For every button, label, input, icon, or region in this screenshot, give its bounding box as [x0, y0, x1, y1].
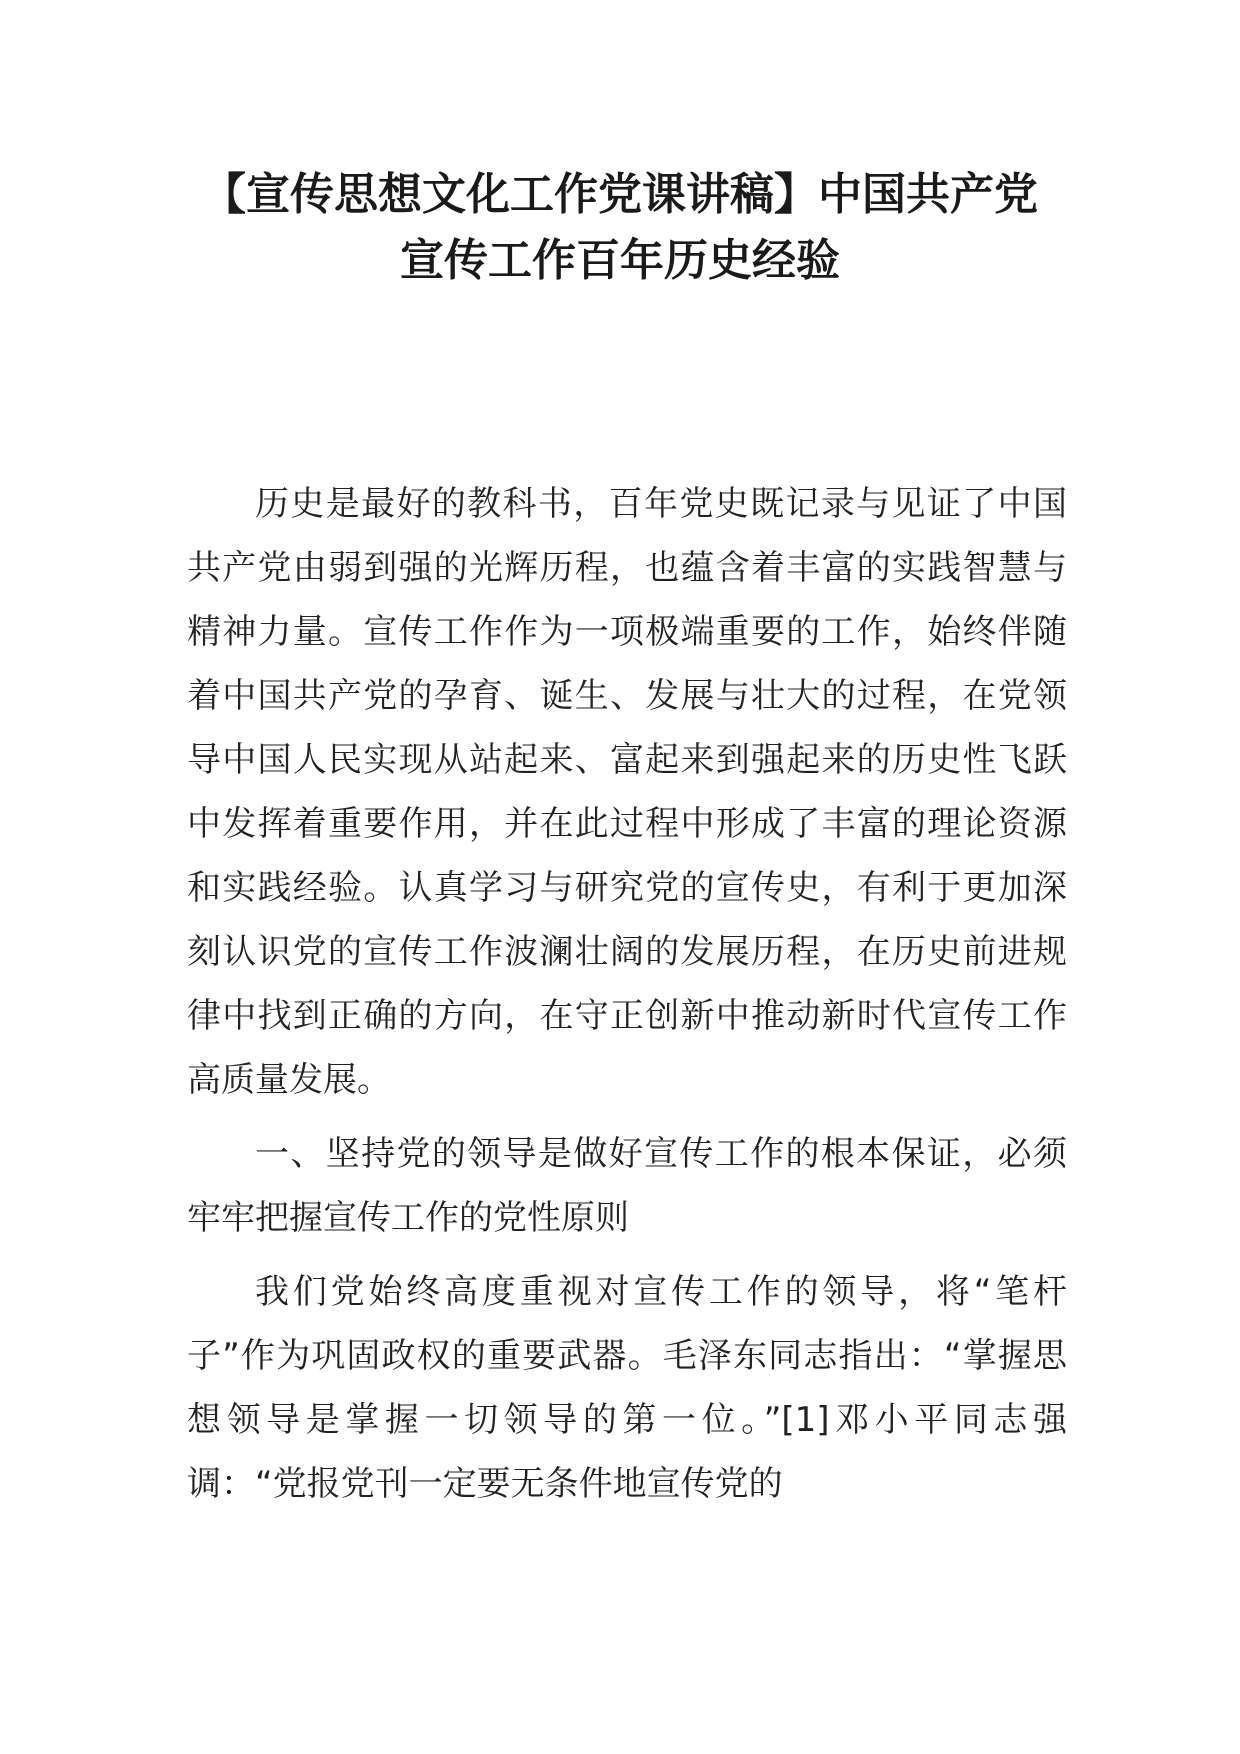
section-heading-1: 一、坚持党的领导是做好宣传工作的根本保证，必须牢牢把握宣传工作的党性原则: [187, 1134, 1067, 1238]
body-paragraph: 我们党始终高度重视对宣传工作的领导，将“笔杆子”作为巩固政权的重要武器。毛泽东同志指出：“掌握思想领导是掌握一切领导的第一位。”[1]邓小平同志强调：“党报党刊一定要无条件地宣传党的: [187, 1272, 1067, 1504]
document-title-line-1: 【宣传思想文化工作党课讲稿】中国共产党: [202, 169, 1038, 220]
document-body: [187, 472, 1067, 1526]
document-title: [150, 162, 1090, 294]
document-title-line-2: 宣传工作百年历史经验: [400, 235, 840, 286]
intro-paragraph: 历史是最好的教科书，百年党史既记录与见证了中国共产党由弱到强的光辉历程，也蕴含着丰富的实践智慧与精神力量。宣传工作作为一项极端重要的工作，始终伴随着中国共产党的孕育、诞生、发展与壮大的过程，在党领导中国人民实现从站起来、富起来到强起来的历史性飞跃中发挥着重要作用，并在此过程中形成了丰富的理论资源和实践经验。认真学习与研究党的宣传史，有利于更加深刻认识党的宣传工作波澜壮阔的发展历程，在历史前进规律中找到正确的方向，在守正创新中推动新时代宣传工作高质量发展。: [187, 484, 1067, 1100]
